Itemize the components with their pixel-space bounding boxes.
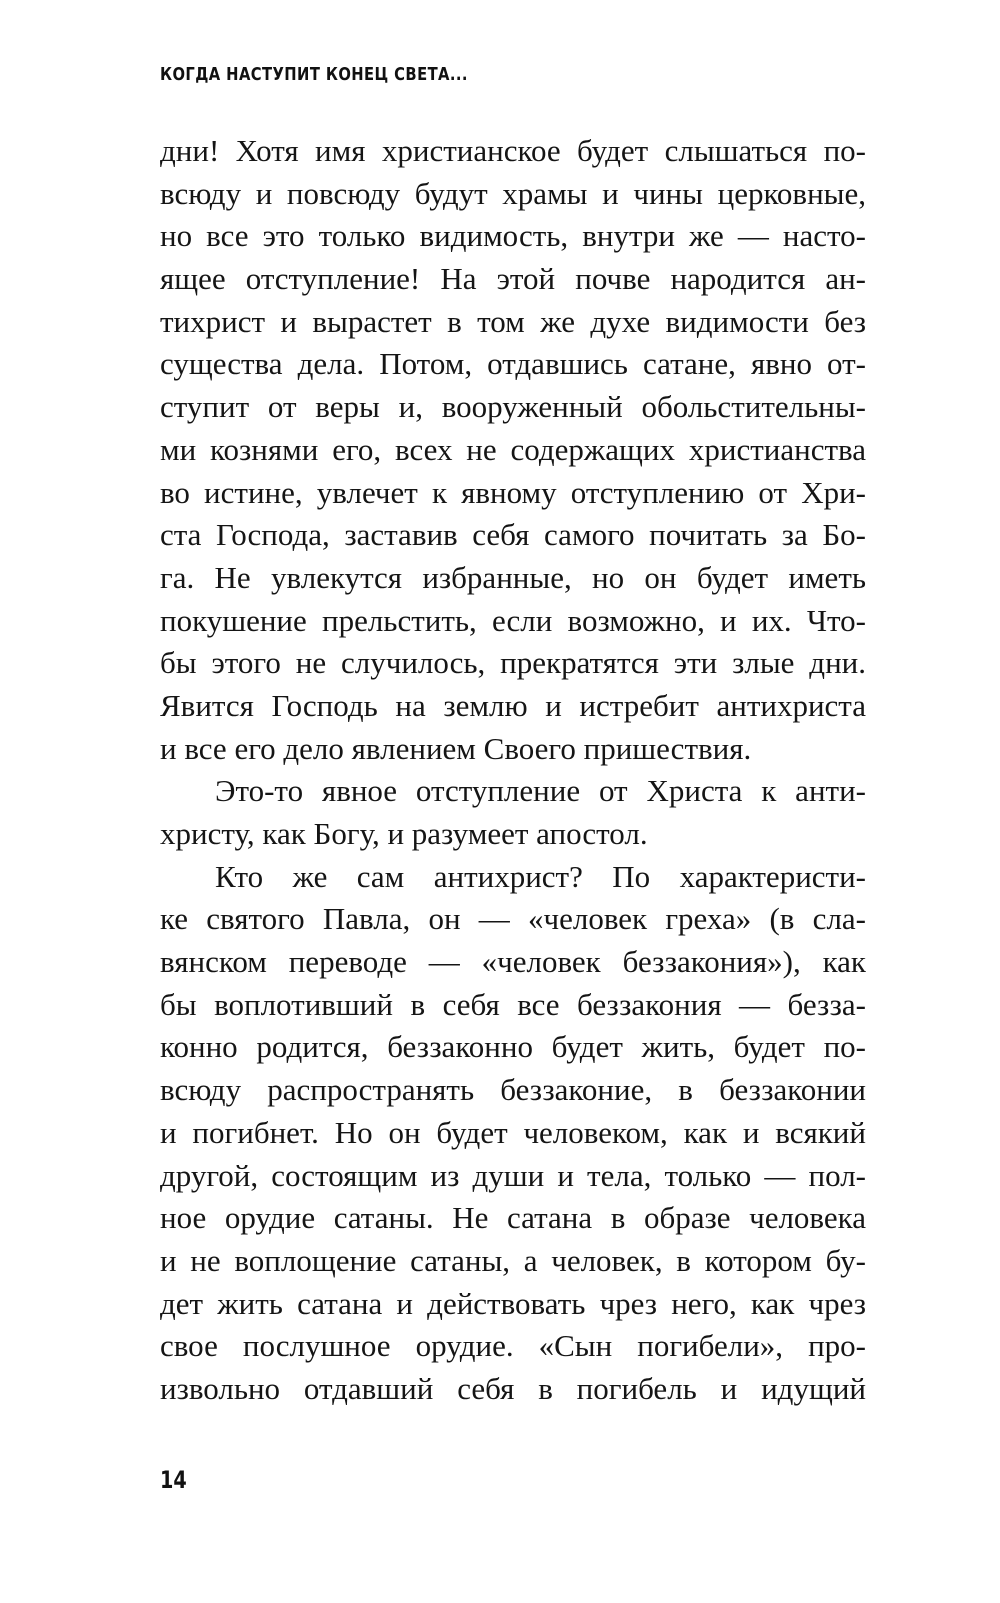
text-line: покушение прельстить, если возможно, и их. Что-	[160, 602, 866, 638]
text-line: и не воплощение сатаны, а человек, в котором бу-	[160, 1242, 866, 1278]
text-line: бы воплотивший в себя все беззакония — безза-	[160, 986, 866, 1022]
text-line: дни! Хотя имя христианское будет слышаться по-	[160, 133, 866, 168]
text-line: бы этого не случилось, прекратятся эти злые дни.	[160, 645, 866, 681]
text-line: тихрист и вырастет в том же духе видимости без	[160, 303, 866, 339]
text-line: Явится Господь на землю и истребит антихриста	[160, 687, 866, 723]
text-line: другой, состоящим из души и тела, только — пол-	[160, 1157, 866, 1193]
page-number: 14	[160, 1466, 187, 1494]
text-line: извольно отдавший себя в погибель и идущий	[160, 1370, 866, 1406]
text-line: ступит от веры и, вооруженный обольстительны-	[160, 389, 866, 425]
text-line: дет жить сатана и действовать чрез него, как чрез	[160, 1285, 866, 1321]
body-text	[160, 130, 866, 1411]
text-line: существа дела. Потом, отдавшись сатане, явно от-	[160, 346, 866, 382]
text-line: свое послушное орудие. «Сын погибели», про-	[160, 1328, 866, 1364]
text-line: но все это только видимость, внутри же — насто-	[160, 218, 866, 254]
paragraph-first-line: Кто же сам антихрист? По характеристи-	[215, 858, 866, 894]
text-line: ми кознями его, всех не содержащих христианства	[160, 431, 866, 467]
text-line: всюду распространять беззаконие, в беззаконии	[160, 1072, 866, 1108]
text-line: га. Не увлекутся избранные, но он будет иметь	[160, 559, 866, 595]
paragraph-end-line: и все его дело явлением Своего пришествия.	[160, 730, 752, 766]
text-line: вянском переводе — «человек беззакония»), как	[160, 944, 866, 980]
paragraph-first-line: Это-то явное отступление от Христа к анти-	[215, 773, 866, 809]
running-header: КОГДА НАСТУПИТ КОНЕЦ СВЕТА...	[160, 64, 468, 85]
text-line: ста Господа, заставив себя самого почитать за Бо-	[160, 517, 866, 553]
text-line: конно родится, беззаконно будет жить, будет по-	[160, 1029, 866, 1065]
text-line: ящее отступление! На этой почве народится ан-	[160, 261, 866, 297]
text-line: всюду и повсюду будут храмы и чины церковные,	[160, 175, 866, 211]
text-line: ке святого Павла, он — «человек греха» (в сла-	[160, 901, 866, 937]
text-line: во истине, увлечет к явному отступлению от Хри-	[160, 474, 866, 510]
paragraph-end-line: христу, как Богу, и разумеет апостол.	[160, 816, 648, 851]
text-line: и погибнет. Но он будет человеком, как и всякий	[160, 1114, 866, 1150]
text-line: ное орудие сатаны. Не сатана в образе человека	[160, 1200, 866, 1236]
